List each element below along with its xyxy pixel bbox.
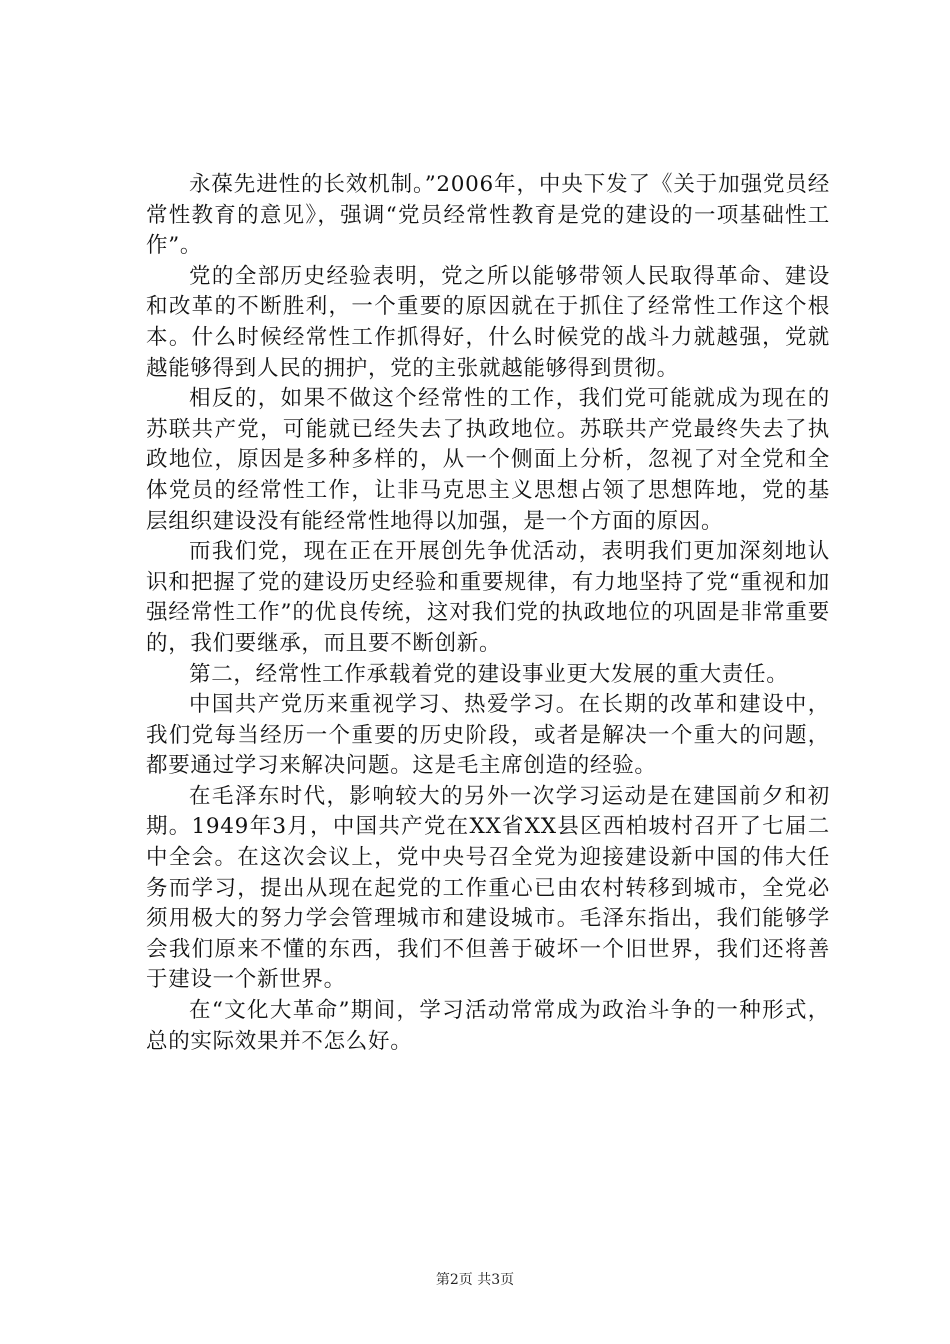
paragraph-7: 在毛泽东时代，影响较大的另外一次学习运动是在建国前夕和初期。1949年3月，中国共产党在XX省XX县区西柏坡村召开了七届二中全会。在这次会议上，党中央号召全党为迎接建设新中国的伟大任务而学习，提出从现在起党的工作重心已由农村转移到城市，全党必须用极大的努力学会管理城市和建设城市。毛泽东指出，我们能够学会我们原来不懂的东西，我们不但善于破坏一个旧世界，我们还将善于建设一个新世界。 — [146, 783, 830, 993]
paragraph-8: 在“文化大革命”期间，学习活动常常成为政治斗争的一种形式，总的实际效果并不怎么好。 — [146, 998, 830, 1054]
paragraph-1: 永葆先进性的长效机制。”2006年，中央下发了《关于加强党员经常性教育的意见》，强调“党员经常性教育是党的建设的一项基础性工作”。 — [146, 172, 830, 259]
paragraph-6: 中国共产党历来重视学习、热爱学习。在长期的改革和建设中，我们党每当经历一个重要的历史阶段，或者是解决一个重大的问题，都要通过学习来解决问题。这是毛主席创造的经验。 — [146, 692, 830, 779]
document-body — [146, 170, 830, 1057]
page-footer: 第2页 共3页 — [435, 1272, 515, 1288]
paragraph-5: 第二，经常性工作承载着党的建设事业更大发展的重大责任。 — [189, 661, 789, 687]
paragraph-4: 而我们党，现在正在开展创先争优活动，表明我们更加深刻地认识和把握了党的建设历史经验和重要规律，有力地坚持了党“重视和加强经常性工作”的优良传统，这对我们党的执政地位的巩固是非常重要的，我们要继承，而且要不断创新。 — [146, 539, 830, 656]
paragraph-2: 党的全部历史经验表明，党之所以能够带领人民取得革命、建设和改革的不断胜利，一个重要的原因就在于抓住了经常性工作这个根本。什么时候经常性工作抓得好，什么时候党的战斗力就越强，党就越能够得到人民的拥护，党的主张就越能够得到贯彻。 — [146, 263, 830, 381]
paragraph-3: 相反的，如果不做这个经常性的工作，我们党可能就成为现在的苏联共产党，可能就已经失去了执政地位。苏联共产党最终失去了执政地位，原因是多种多样的，从一个侧面上分析，忽视了对全党和全体党员的经常性工作，让非马克思主义思想占领了思想阵地，党的基层组织建设没有能经常性地得以加强，是一个方面的原因。 — [146, 386, 830, 534]
